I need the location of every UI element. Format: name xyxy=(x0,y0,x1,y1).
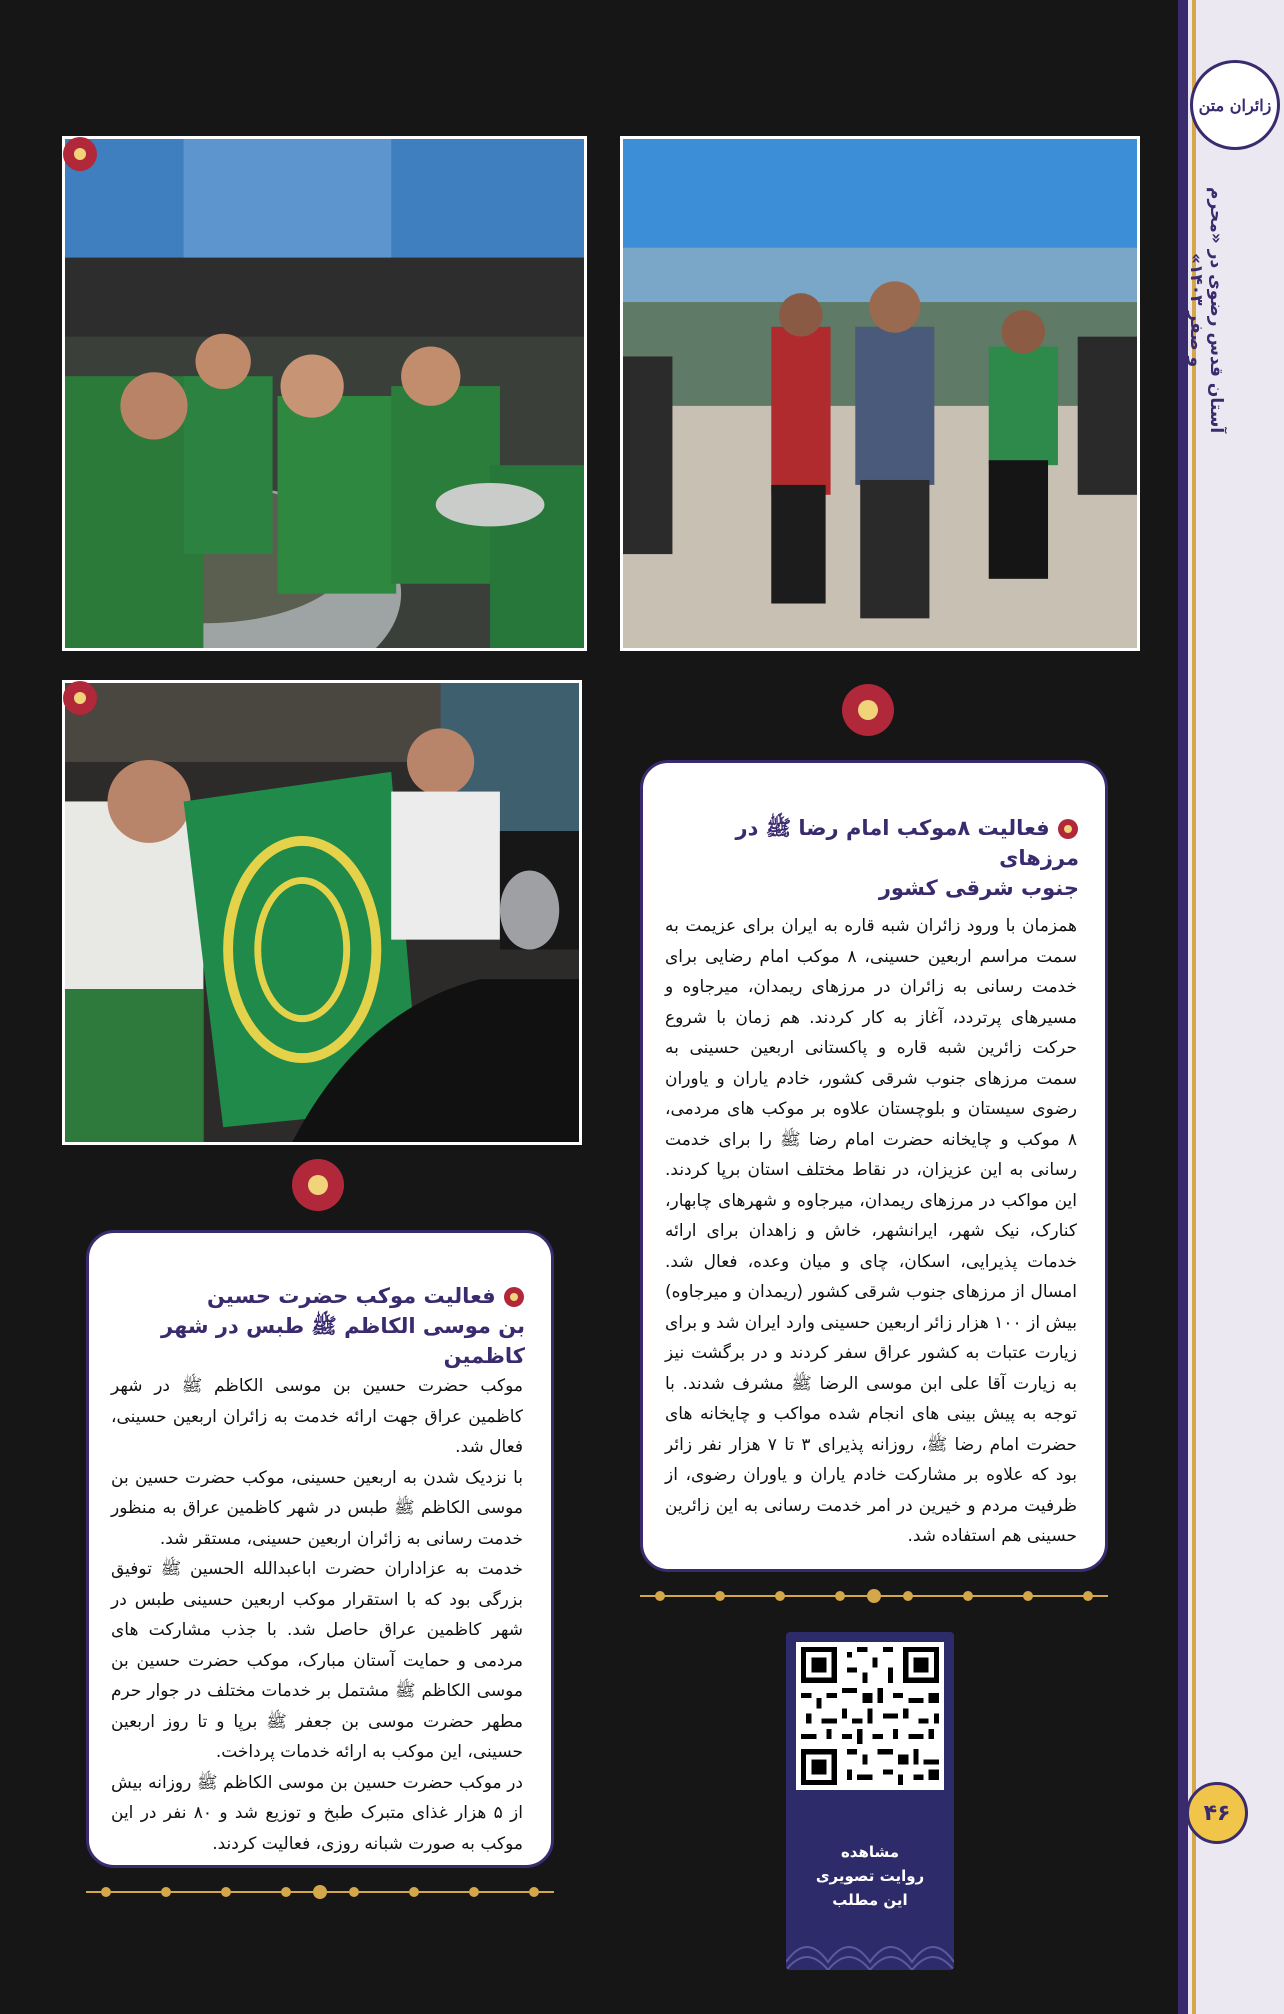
article-1-title-line1: فعالیت ۸موکب امام رضا ﷺ در مرزهای xyxy=(735,816,1079,870)
qr-caption-line3: این مطلب xyxy=(832,1891,908,1909)
photo-green-servants-food xyxy=(62,136,587,651)
rosette-icon xyxy=(60,134,100,174)
rosette-icon xyxy=(1057,818,1079,840)
article-1-title xyxy=(659,813,1079,903)
rosette-icon xyxy=(60,678,100,718)
article-1-body xyxy=(665,911,1077,1552)
qr-code-icon[interactable] xyxy=(796,1642,944,1790)
rosette-icon xyxy=(288,1155,348,1215)
article-2-title xyxy=(105,1281,525,1371)
article-1-title-line2: جنوب شرقی کشور xyxy=(878,876,1079,900)
arabesque-pattern xyxy=(786,1922,954,1970)
article-2-paragraph: با نزدیک شدن به اربعین حسینی، موکب حضرت حسین بن موسی الکاظم ﷺ طبس در شهر کاظمین عراق به منظور خدمت رسانی به زائران اربعین حسینی، مستقر شد. xyxy=(111,1467,523,1549)
article-2-title-line2: بن موسی الکاظم ﷺ طبس در شهر کاظمین xyxy=(161,1314,525,1368)
qr-caption xyxy=(786,1840,954,1912)
article-1-paragraph: همزمان با ورود زائران شبه قاره به ایران برای عزیمت به سمت مراسم اربعین حسینی، ۸ موکب امام رضایی برای خدمت رسانی به زائران در مرزهای ریمدان، میرجاوه و مسیرهای پرتردد، آغاز به کار کردند. هم زمان با شروع حرکت زائرین شبه قاره و پاکستانی اربعین حسینی به سمت مرزهای جنوب شرقی کشور، خادم یاران و یاوران رضوی سیستان و بلوچستان علاوه بر موکب های مردمی، ۸ موکب و چایخانه حضرت امام رضا ﷺ را برای خدمت رسانی به این عزیزان، در نقاط مختلف استان برپا کردند. این مواکب در مرزهای ریمدان، میرجاوه و شهرهای چابهار، کنارک، نیک شهر، ایرانشهر، خاش و زاهدان برای ارائه خدمات پذیرایی، اسکان، چای و میان وعده، فعال شد. امسال از مرزهای جنوب شرقی کشور (ریمدان و میرجاوه) بیش از ۱۰۰ هزار زائر اربعین حسینی وارد ایران شد و برای زیارت عتبات به کشور عراق سفر کردند و در برگشت نیز به زیارت آقا علی ابن موسی الرضا ﷺ مشرف شدند. با توجه به پیش بینی های انجام شده مواکب و چایخانه های حضرت امام رضا ﷺ، روزانه پذیرای ۳ تا ۷ هزار نفر زائر بود که علاوه بر مشارکت خادم یاران و یاوران رضوی، از ظرفیت مردم و خیرین در امر خدمت رسانی به این زائرین حسینی هم استفاده شد. xyxy=(665,916,1078,1546)
article-2-paragraph: در موکب حضرت حسین بن موسی الکاظم ﷺ روزانه بیش از ۵ هزار غذای متبرک طبخ و توزیع شد و ۸۰ نفر در این موکب به صورت شبانه روزی، فعالیت کردند. xyxy=(111,1772,523,1854)
photo-pilgrims-walking xyxy=(620,136,1140,651)
photo-flag-razavi xyxy=(62,680,582,1145)
article-2-header xyxy=(105,1281,525,1371)
rosette-icon xyxy=(503,1286,525,1308)
article-2-title-line1: فعالیت موکب حضرت حسین xyxy=(206,1284,496,1308)
ornament-divider xyxy=(640,1582,1108,1610)
article-card-border-rescue xyxy=(640,760,1108,1572)
article-1-header xyxy=(659,813,1079,903)
qr-panel[interactable] xyxy=(786,1632,954,1970)
article-2-paragraph: موکب حضرت حسین بن موسی الکاظم ﷺ در شهر کاظمین عراق جهت ارائه خدمت به زائران اربعین حسینی، فعال شد. xyxy=(111,1376,523,1457)
rosette-icon xyxy=(838,680,898,740)
sidebar-title: آستان قدس رضوی در «محرم و صفر ۱۴۰۳» xyxy=(1186,186,1226,434)
qr-caption-line1: مشاهده xyxy=(840,1843,900,1861)
magazine-logo xyxy=(1190,60,1280,150)
logo-text: زائران متن xyxy=(1198,95,1272,115)
qr-caption-line2: روایت تصویری xyxy=(815,1867,925,1885)
article-2-body xyxy=(111,1371,523,1859)
article-card-kazemain xyxy=(86,1230,554,1868)
ornament-divider xyxy=(86,1878,554,1906)
article-2-paragraph: خدمت به عزاداران حضرت اباعبدالله الحسین ﷺ توفیق بزرگی بود که با استقرار موکب اربعین حسینی طبس در شهر کاظمین عراق حاصل شد. با جذب مشارکت های مردمی و حمایت آستان مبارک، موکب حضرت حسین بن موسی الکاظم ﷺ مشتمل بر خدمات مختلف در جوار حرم مطهر حضرت موسی بن جعفر ﷺ برپا و تا روز اربعین حسینی، این موکب به ارائه خدمات پرداخت. xyxy=(111,1559,523,1762)
page-number: ۴۶ xyxy=(1186,1782,1248,1844)
